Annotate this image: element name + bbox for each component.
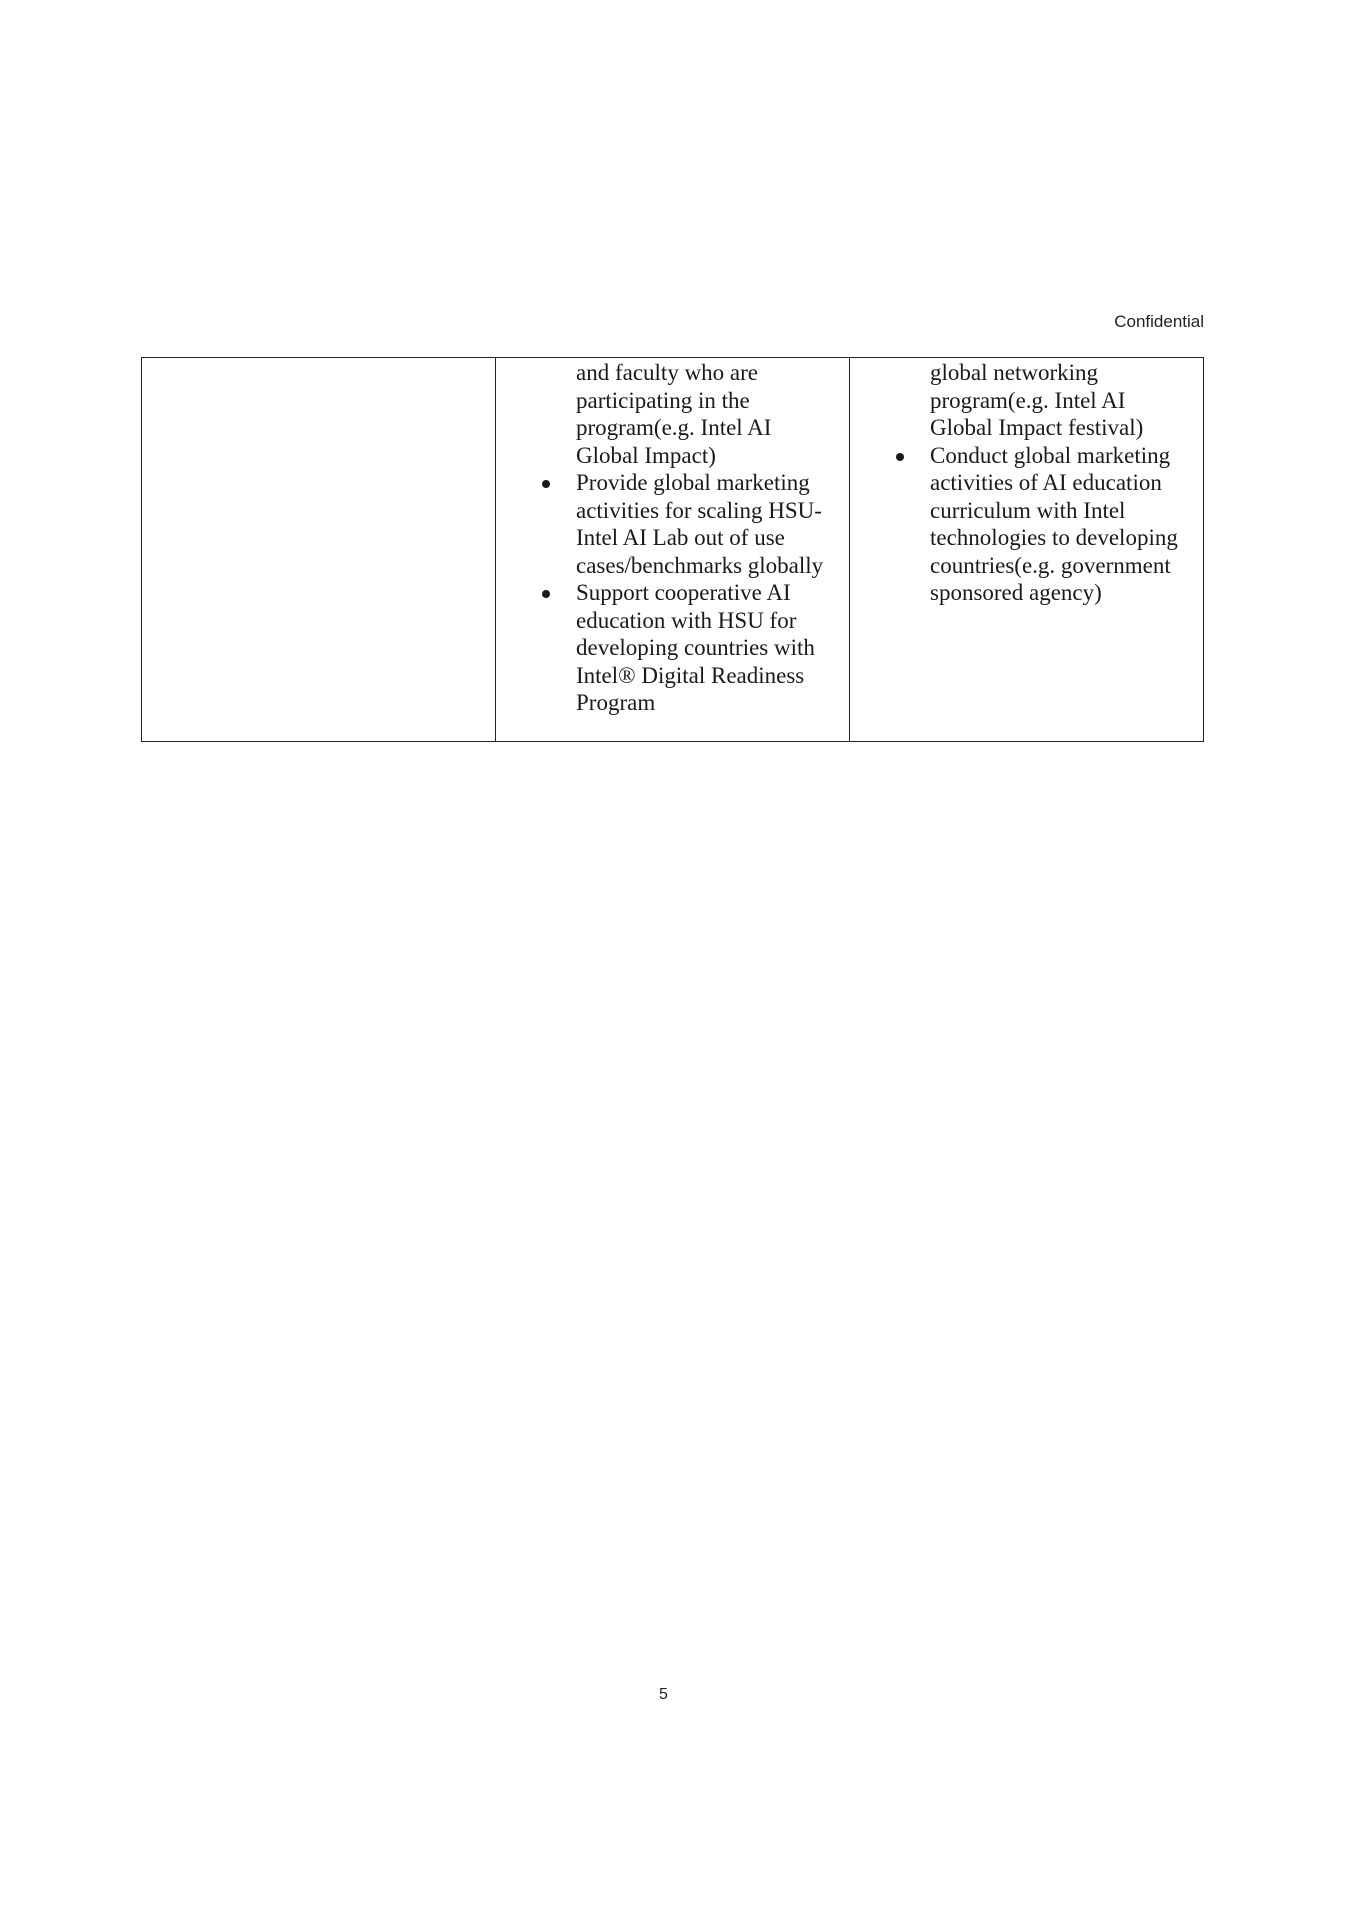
table-row	[142, 358, 1204, 742]
content-table	[141, 357, 1204, 742]
bullet-icon	[896, 453, 904, 461]
bullet-list	[496, 469, 849, 717]
list-item	[576, 579, 839, 717]
table-cell-hsu-activities	[496, 358, 850, 742]
cell-continuation-text: global networking program(e.g. Intel AI Global Impact festival)	[930, 360, 1144, 440]
table-cell-intel-activities	[850, 358, 1204, 742]
cell-continuation-text: and faculty who are participating in the program(e.g. Intel AI Global Impact)	[576, 360, 772, 468]
list-item-text: Support cooperative AI education with HSU for developing countries with Intel® Digital Readiness Program	[576, 580, 815, 715]
confidential-label: Confidential	[1114, 312, 1204, 331]
page-number: 5	[659, 1686, 668, 1703]
list-item	[576, 469, 839, 579]
bullet-list	[850, 442, 1203, 607]
bullet-icon	[542, 590, 550, 598]
bullet-icon	[542, 480, 550, 488]
list-item-text: Provide global marketing activities for scaling HSU-Intel AI Lab out of use cases/benchmarks globally	[576, 470, 824, 578]
list-item-text: Conduct global marketing activities of AI education curriculum with Intel technologies to developing countries(e.g. government sponsored agency)	[930, 442, 1178, 605]
list-item	[930, 442, 1193, 607]
table-cell-empty	[142, 358, 496, 742]
